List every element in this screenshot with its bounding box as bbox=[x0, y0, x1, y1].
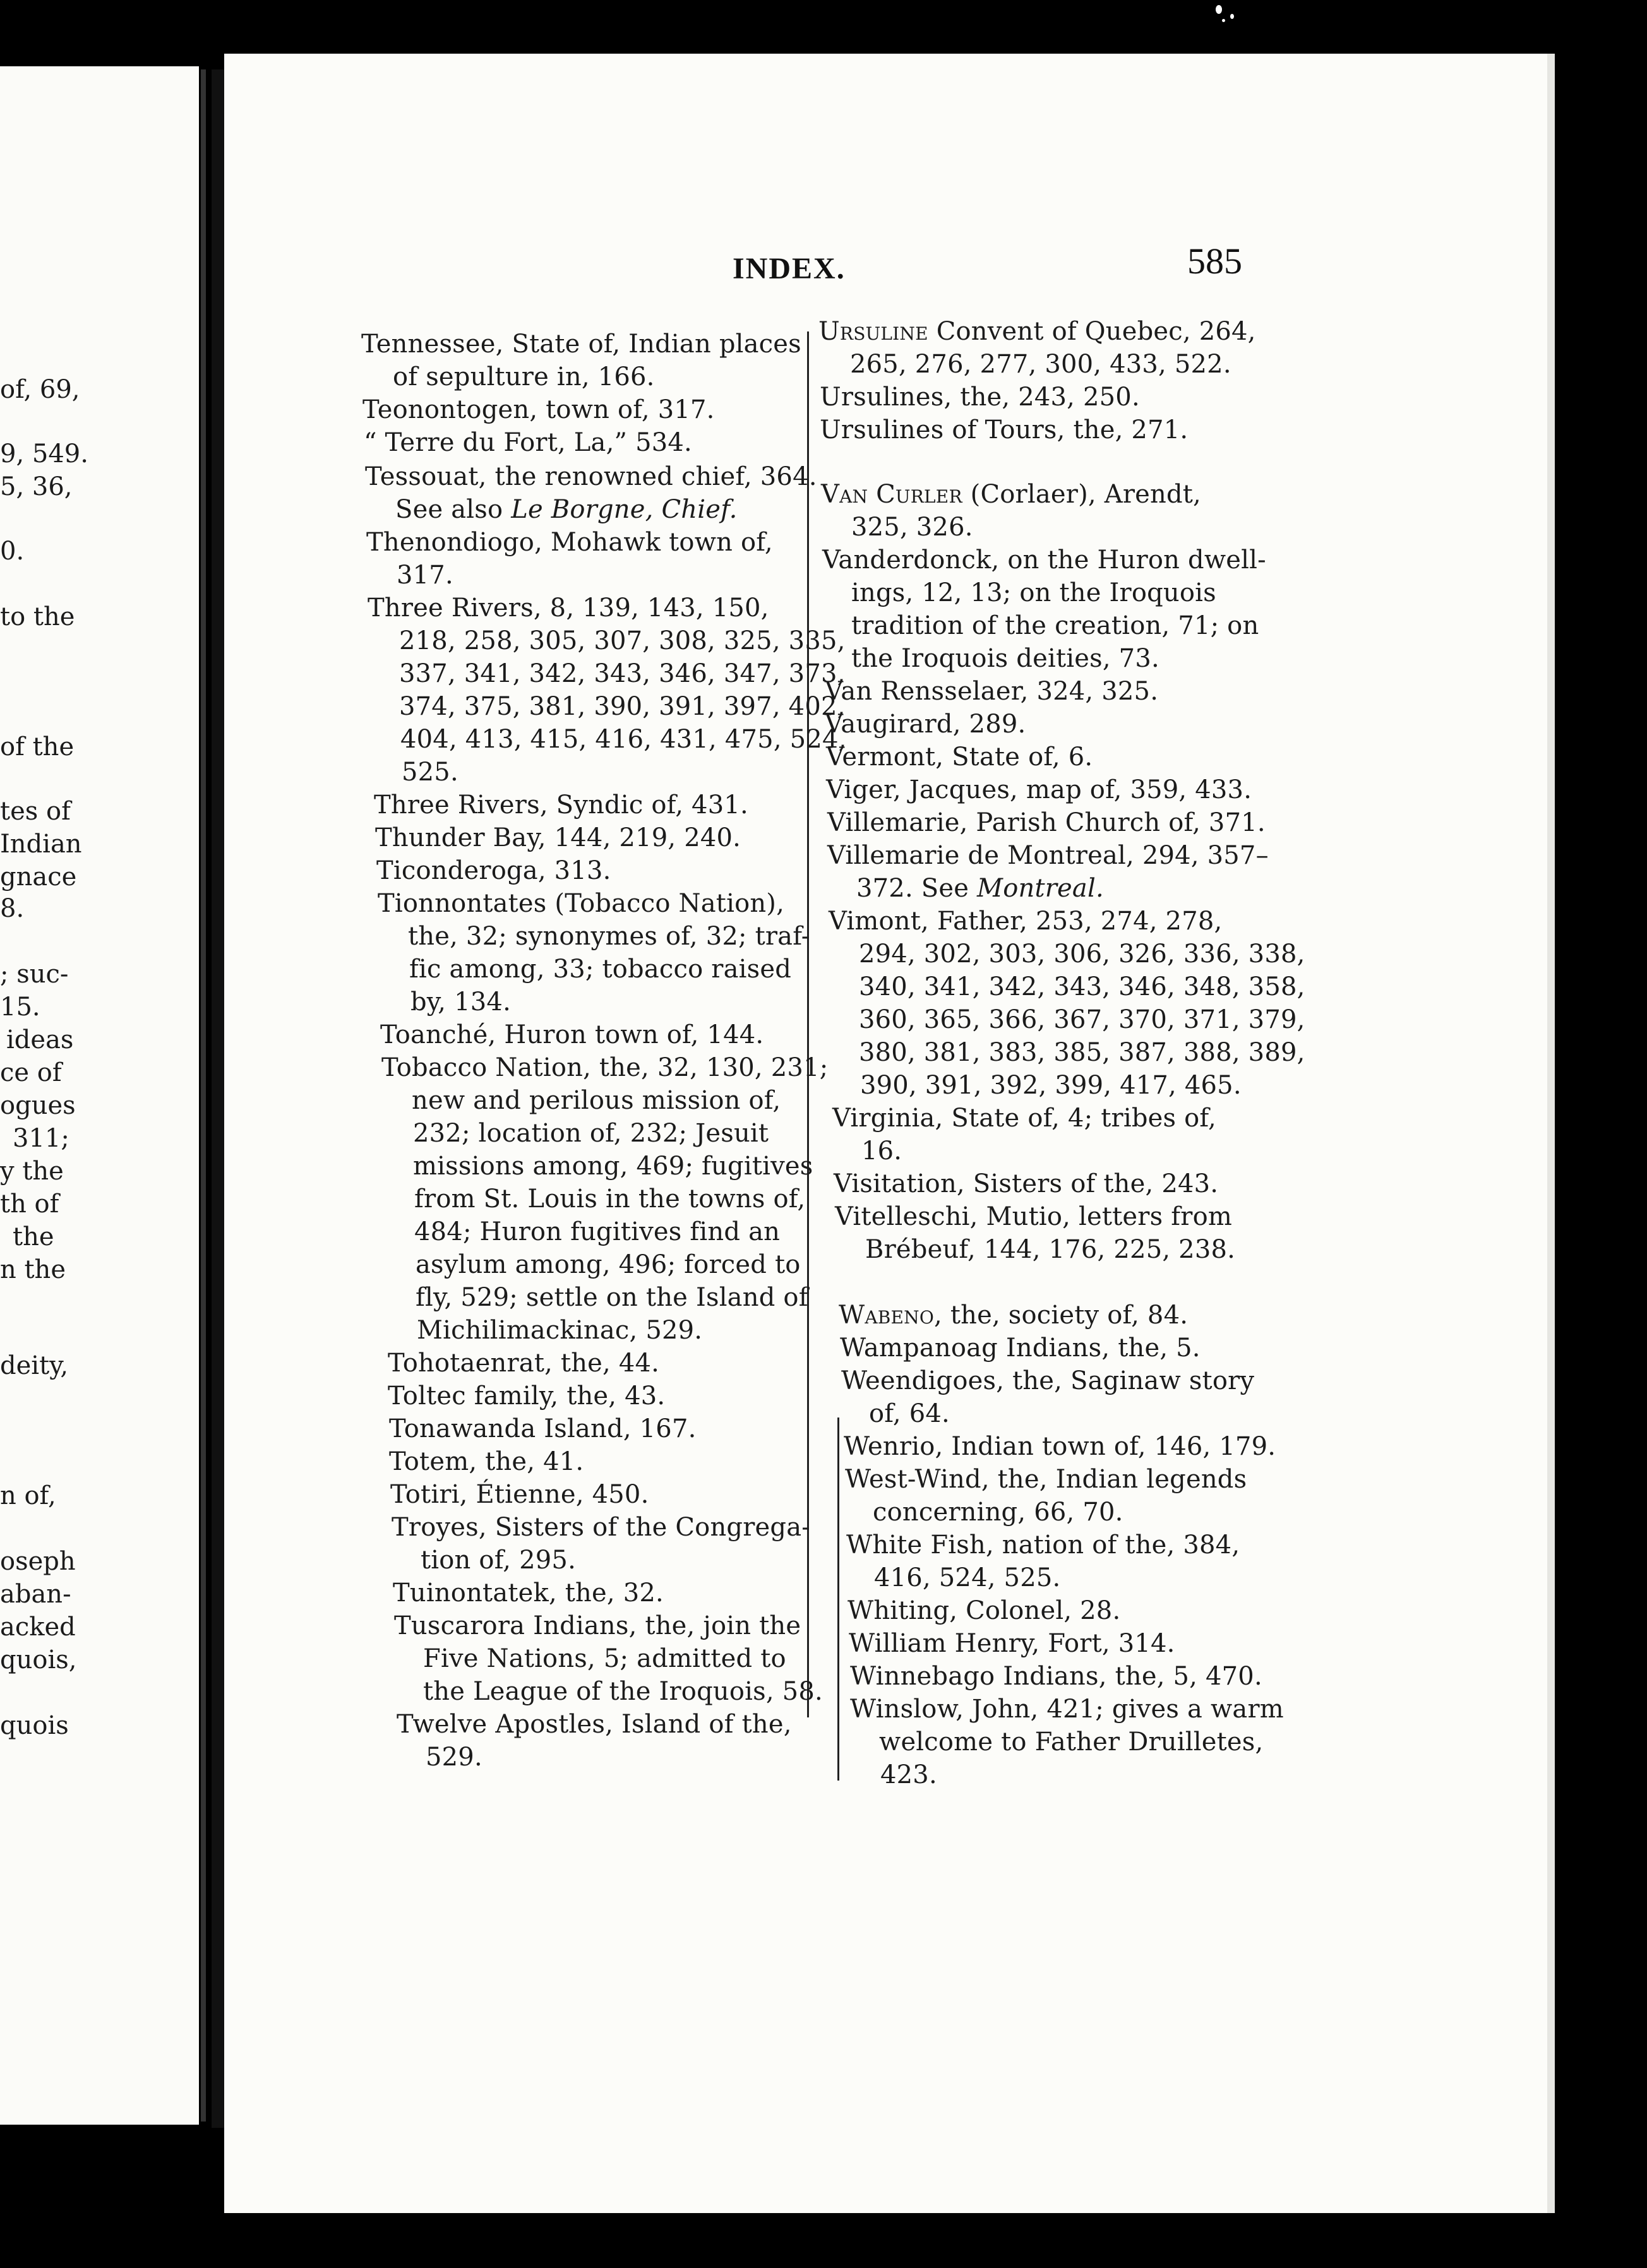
page-title: INDEX. bbox=[733, 252, 846, 285]
index-entry: Vermont, State of, 6. bbox=[826, 743, 1093, 772]
index-entry-continuation: Brébeuf, 144, 176, 225, 238. bbox=[865, 1235, 1236, 1264]
index-entry: Van Rensselaer, 324, 325. bbox=[825, 677, 1159, 706]
index-entry: Winslow, John, 421; gives a warm bbox=[850, 1695, 1284, 1724]
index-entry: Tessouat, the renowned chief, 364. bbox=[365, 462, 817, 491]
index-entry-continuation: welcome to Father Druilletes, bbox=[879, 1728, 1264, 1757]
index-entry-continuation: asylum among, 496; forced to bbox=[416, 1250, 801, 1279]
index-entry: Teonontogen, town of, 317. bbox=[362, 395, 715, 424]
fragment: ; suc- bbox=[0, 960, 69, 989]
index-entry-continuation: ings, 12, 13; on the Iroquois bbox=[851, 578, 1216, 607]
page-edge bbox=[1547, 54, 1555, 2213]
fragment: tes of bbox=[0, 797, 71, 826]
index-entry: Totem, the, 41. bbox=[389, 1447, 584, 1476]
index-entry: Villemarie de Montreal, 294, 357– bbox=[827, 841, 1269, 870]
letter-heading-entry: Ursuline bbox=[818, 317, 928, 346]
see-also-label: See also bbox=[395, 495, 503, 524]
fragment: 9, 549. bbox=[0, 439, 88, 469]
index-entry: Weendigoes, the, Saginaw story bbox=[841, 1366, 1255, 1395]
fragment: 5, 36, bbox=[0, 472, 73, 501]
index-entry-continuation: 340, 341, 342, 343, 346, 348, 358, bbox=[859, 972, 1305, 1001]
index-entry-continuation: from St. Louis in the towns of, bbox=[414, 1185, 806, 1214]
index-entry-continuation: 374, 375, 381, 390, 391, 397, 402, bbox=[399, 692, 846, 721]
index-entry: Whiting, Colonel, 28. bbox=[847, 1596, 1121, 1625]
index-entry-continuation: tion of, 295. bbox=[421, 1546, 576, 1575]
column-divider bbox=[807, 331, 809, 1717]
index-entry-continuation: tradition of the creation, 71; on bbox=[851, 611, 1259, 640]
fragment: of, 69, bbox=[0, 375, 80, 404]
fragment: ce of bbox=[0, 1058, 62, 1087]
fragment: ogues bbox=[0, 1091, 76, 1120]
index-entry: “ Terre du Fort, La,” 534. bbox=[364, 428, 692, 457]
index-entry: Visitation, Sisters of the, 243. bbox=[834, 1169, 1219, 1198]
fragment: n of, bbox=[0, 1481, 56, 1510]
page-shadow bbox=[212, 69, 225, 2128]
index-entry-continuation: 525. bbox=[402, 758, 458, 787]
index-entry-continuation: 16. bbox=[861, 1137, 902, 1166]
index-entry: White Fish, nation of the, 384, bbox=[846, 1531, 1240, 1560]
scan-speck bbox=[1230, 14, 1234, 19]
index-entry: Tohotaenrat, the, 44. bbox=[388, 1349, 660, 1378]
index-entry-continuation: the, 32; synonymes of, 32; traf- bbox=[408, 922, 810, 951]
index-entry-continuation: 218, 258, 305, 307, 308, 325, 335, bbox=[399, 626, 846, 655]
index-entry-continuation: fly, 529; settle on the Island of bbox=[416, 1283, 808, 1312]
index-entry-continuation: 265, 276, 277, 300, 433, 522. bbox=[850, 350, 1231, 379]
index-entry: Three Rivers, Syndic of, 431. bbox=[374, 791, 748, 820]
index-entry: Tobacco Nation, the, 32, 130, 231; bbox=[381, 1053, 829, 1082]
index-entry: Villemarie, Parish Church of, 371. bbox=[827, 808, 1266, 837]
index-entry: Three Rivers, 8, 139, 143, 150, bbox=[368, 594, 769, 623]
fragment: quois, bbox=[0, 1645, 77, 1674]
fragment: acked bbox=[0, 1613, 76, 1642]
index-entry-continuation: 360, 365, 366, 367, 370, 371, 379, bbox=[859, 1005, 1305, 1034]
index-entry: Thunder Bay, 144, 219, 240. bbox=[375, 823, 741, 852]
scan-speck bbox=[1216, 5, 1222, 14]
fragment: gnace bbox=[0, 862, 77, 892]
index-entry: Vitelleschi, Mutio, letters from bbox=[835, 1202, 1232, 1231]
index-entry-continuation: of sepulture in, 166. bbox=[393, 362, 655, 391]
fragment: oseph bbox=[0, 1547, 76, 1576]
index-entry-continuation: Michilimackinac, 529. bbox=[417, 1316, 703, 1345]
fragment: quois bbox=[0, 1711, 69, 1740]
fragment: 8. bbox=[0, 894, 25, 923]
index-entry-continuation: 416, 524, 525. bbox=[874, 1563, 1061, 1592]
index-entry: Ursulines, the, 243, 250. bbox=[820, 383, 1140, 412]
index-entry bbox=[821, 477, 1201, 511]
index-entry-continuation: 337, 341, 342, 343, 346, 347, 373, bbox=[399, 659, 846, 688]
index-entry: Totiri, Étienne, 450. bbox=[390, 1480, 649, 1509]
index-entry-continuation: 294, 302, 303, 306, 326, 336, 338, bbox=[859, 940, 1305, 969]
letter-heading-entry: Van Curler bbox=[821, 480, 962, 509]
index-entry: Tuinontatek, the, 32. bbox=[393, 1579, 664, 1608]
fragment: deity, bbox=[0, 1351, 69, 1380]
fragment: ideas bbox=[6, 1025, 74, 1054]
index-entry: Toanché, Huron town of, 144. bbox=[380, 1020, 764, 1049]
index-entry: Thenondiogo, Mohawk town of, bbox=[366, 528, 773, 557]
index-entry: Tonawanda Island, 167. bbox=[389, 1414, 697, 1443]
index-entry-continuation bbox=[395, 492, 738, 527]
cross-reference: Montreal. bbox=[977, 874, 1104, 903]
index-entry-continuation: 380, 381, 383, 385, 387, 388, 389, bbox=[859, 1038, 1305, 1067]
letter-heading-entry: Wabeno, bbox=[839, 1301, 942, 1330]
index-entry-continuation bbox=[856, 871, 1104, 905]
fragment: n the bbox=[0, 1255, 66, 1284]
fragment: 15. bbox=[0, 993, 40, 1022]
index-entry: Wenrio, Indian town of, 146, 179. bbox=[844, 1432, 1276, 1461]
index-entry-continuation: concerning, 66, 70. bbox=[873, 1498, 1123, 1527]
index-entry: Tionnontates (Tobacco Nation), bbox=[378, 889, 785, 918]
index-entry-continuation: 317. bbox=[397, 561, 453, 590]
index-entry: Tuscarora Indians, the, join the bbox=[394, 1611, 801, 1640]
index-entry: Vanderdonck, on the Huron dwell- bbox=[822, 546, 1266, 575]
index-entry: Virginia, State of, 4; tribes of, bbox=[832, 1104, 1216, 1133]
fragment: 0. bbox=[0, 537, 25, 566]
cross-reference: Le Borgne, Chief. bbox=[511, 495, 738, 524]
fragment: y the bbox=[0, 1157, 64, 1186]
index-entry-continuation: 325, 326. bbox=[851, 513, 973, 542]
fragment: 311; bbox=[13, 1124, 69, 1153]
index-entry-continuation: new and perilous mission of, bbox=[412, 1086, 781, 1115]
index-entry: Viger, Jacques, map of, 359, 433. bbox=[826, 775, 1252, 804]
index-entry: Ursulines of Tours, the, 271. bbox=[820, 415, 1189, 445]
fragment: aban- bbox=[0, 1580, 71, 1609]
index-entry: Winnebago Indians, the, 5, 470. bbox=[850, 1662, 1262, 1691]
index-entry-continuation: 390, 391, 392, 399, 417, 465. bbox=[860, 1071, 1242, 1100]
index-entry-continuation: the League of the Iroquois, 58. bbox=[423, 1677, 823, 1706]
column-divider bbox=[837, 1418, 839, 1781]
see-label: 372. See bbox=[856, 874, 969, 903]
index-entry-continuation: 404, 413, 415, 416, 431, 475, 524, bbox=[400, 725, 847, 754]
index-entry-continuation: 529. bbox=[426, 1743, 482, 1772]
index-entry bbox=[839, 1298, 1188, 1332]
index-entry-continuation: of, 64. bbox=[869, 1399, 950, 1428]
scan-speck bbox=[1222, 19, 1225, 22]
previous-page-edge bbox=[201, 69, 206, 2122]
index-entry-continuation: 423. bbox=[880, 1760, 937, 1789]
index-entry: Tennessee, State of, Indian places bbox=[361, 330, 801, 359]
index-entry-continuation: the Iroquois deities, 73. bbox=[851, 644, 1159, 673]
index-entry: Vimont, Father, 253, 274, 278, bbox=[829, 907, 1223, 936]
index-entry-continuation: by, 134. bbox=[410, 988, 511, 1017]
fragment: th of bbox=[0, 1190, 59, 1219]
index-entry: Wampanoag Indians, the, 5. bbox=[840, 1334, 1201, 1363]
index-entry-continuation: Five Nations, 5; admitted to bbox=[423, 1644, 786, 1673]
index-entry-continuation: 484; Huron fugitives find an bbox=[414, 1217, 781, 1246]
entry-text: Convent of Quebec, 264, bbox=[936, 317, 1256, 346]
index-entry: West-Wind, the, Indian legends bbox=[845, 1465, 1247, 1494]
index-entry: Twelve Apostles, Island of the, bbox=[397, 1710, 792, 1739]
page-number: 585 bbox=[1187, 241, 1242, 282]
index-entry: Ticonderoga, 313. bbox=[376, 856, 611, 885]
entry-text: (Corlaer), Arendt, bbox=[970, 480, 1201, 509]
index-entry bbox=[818, 314, 1256, 349]
fragment: Indian bbox=[0, 830, 82, 859]
fragment: the bbox=[13, 1222, 54, 1251]
entry-text: the, society of, 84. bbox=[950, 1301, 1189, 1330]
fragment: of the bbox=[0, 732, 75, 761]
index-entry: Toltec family, the, 43. bbox=[388, 1382, 666, 1411]
index-entry: Troyes, Sisters of the Congrega- bbox=[392, 1513, 810, 1542]
fragment: to the bbox=[0, 602, 75, 631]
index-entry-continuation: missions among, 469; fugitives bbox=[413, 1152, 813, 1181]
index-entry-continuation: 232; location of, 232; Jesuit bbox=[413, 1119, 769, 1148]
index-entry: Vaugirard, 289. bbox=[825, 710, 1026, 739]
index-entry-continuation: fic among, 33; tobacco raised bbox=[409, 955, 792, 984]
index-entry: William Henry, Fort, 314. bbox=[849, 1629, 1175, 1658]
